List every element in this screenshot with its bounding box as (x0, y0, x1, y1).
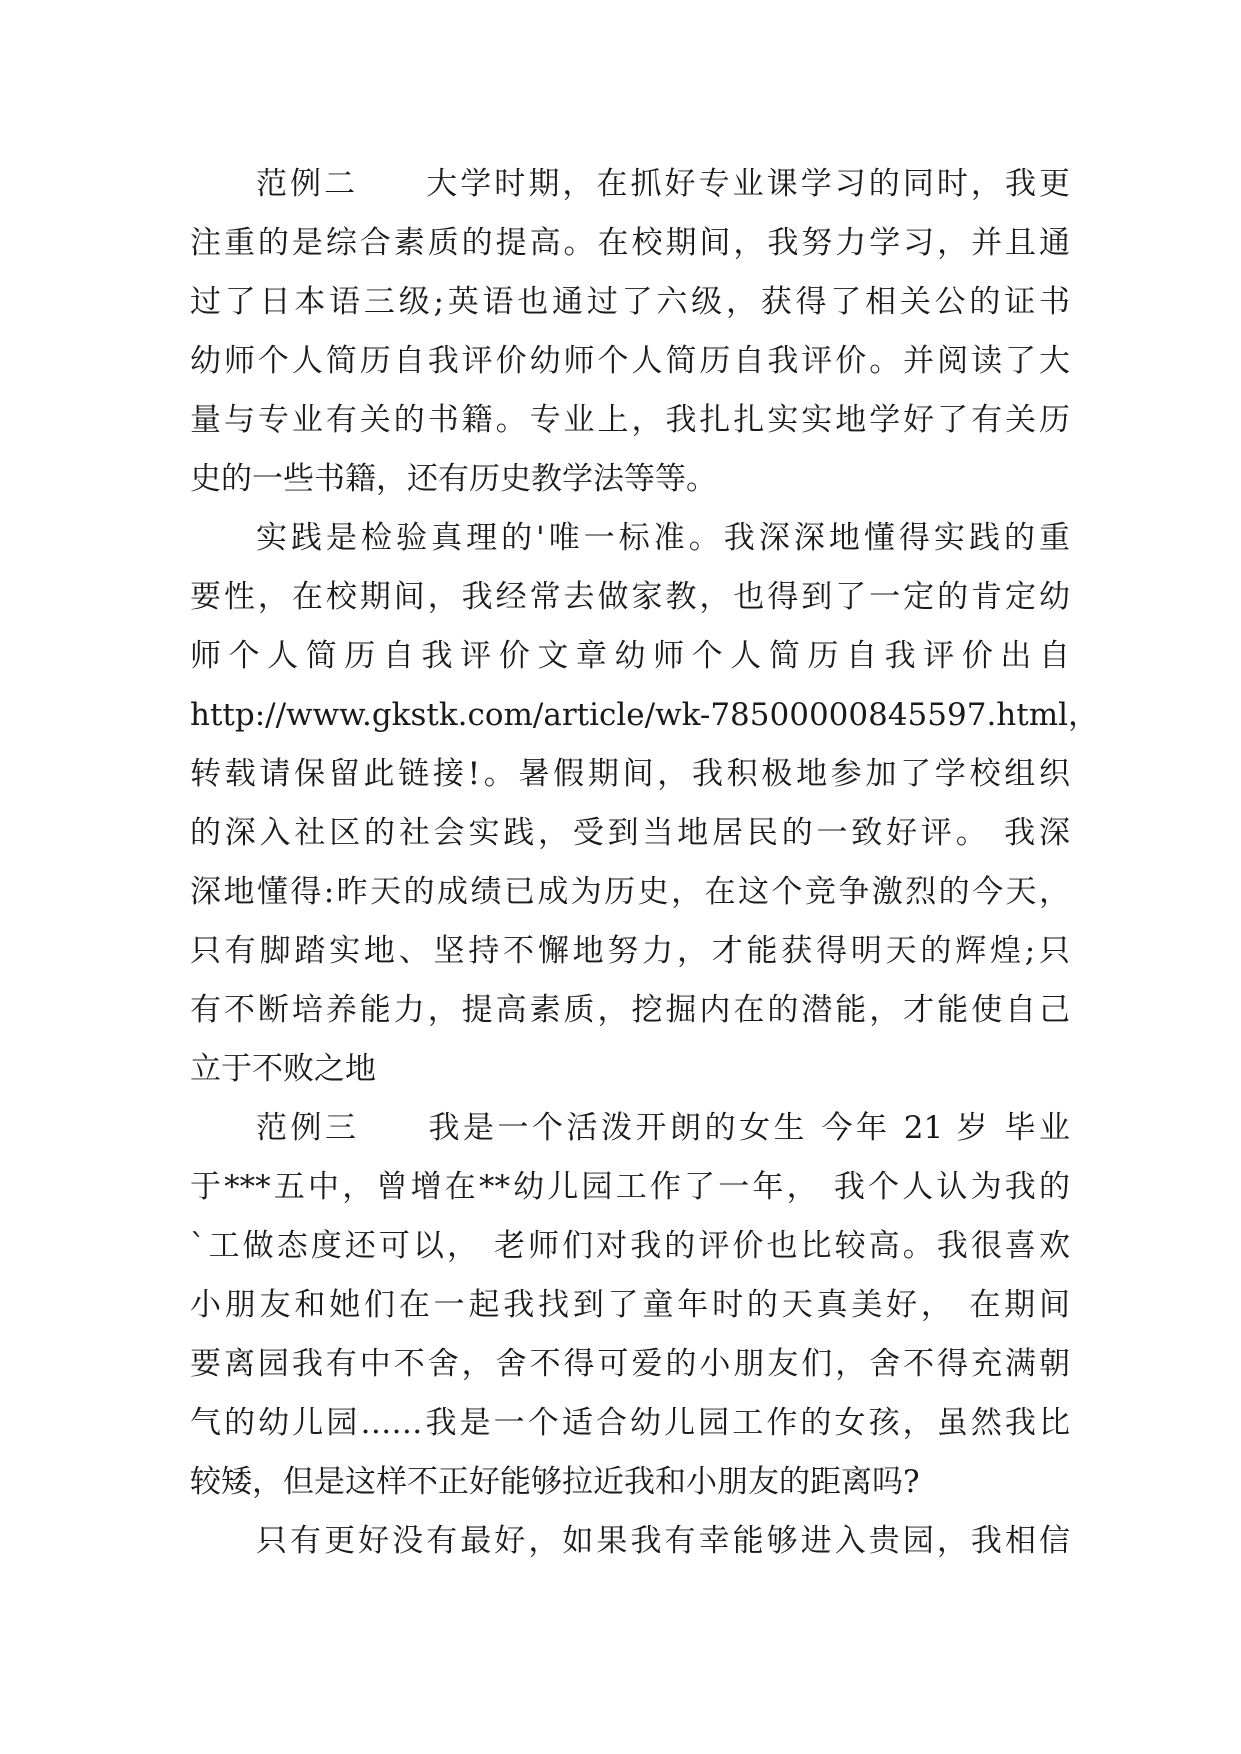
text-line: 有不断培养能力，提高素质，挖掘内在的潜能，才能使自己 (190, 992, 1070, 1028)
text-line: 气的幼儿园……我是一个适合幼儿园工作的女孩，虽然我比 (190, 1405, 1070, 1441)
text-line: 于***五中，曾增在**幼儿园工作了一年， 我个人认为我的 (190, 1169, 1070, 1205)
text-line: 的深入社区的社会实践，受到当地居民的一致好评。 我深 (190, 815, 1070, 851)
url-line: http://www.gkstk.com/article/wk-78500000845597.html， (190, 697, 1100, 733)
text-line: 实践是检验真理的'唯一标准。我深深地懂得实践的重 (256, 520, 1070, 556)
text-line: 只有更好没有最好，如果我有幸能够进入贵园，我相信 (256, 1523, 1070, 1559)
text-line: 范例二 大学时期，在抓好专业课学习的同时，我更 (256, 166, 1070, 202)
text-line: 立于不败之地 (190, 1051, 376, 1087)
text-line: 要离园我有中不舍，舍不得可爱的小朋友们，舍不得充满朝 (190, 1346, 1070, 1382)
text-line: 师个人简历自我评价文章幼师个人简历自我评价出自 (190, 638, 1070, 674)
text-line: `工做态度还可以， 老师们对我的评价也比较高。我很喜欢 (190, 1228, 1070, 1264)
text-line: 小朋友和她们在一起我找到了童年时的天真美好， 在期间 (190, 1287, 1070, 1323)
text-line: 深地懂得:昨天的成绩已成为历史，在这个竞争激烈的今天， (190, 874, 1070, 910)
body-text (190, 155, 1100, 1571)
text-line: 转载请保留此链接!。暑假期间，我积极地参加了学校组织 (190, 756, 1070, 792)
text-line: 过了日本语三级;英语也通过了六级，获得了相关公的证书 (190, 284, 1070, 320)
text-line: 注重的是综合素质的提高。在校期间，我努力学习，并且通 (190, 225, 1070, 261)
text-line: 只有脚踏实地、坚持不懈地努力，才能获得明天的辉煌;只 (190, 933, 1070, 969)
text-line: 史的一些书籍，还有历史教学法等等。 (190, 461, 717, 497)
text-line: 要性，在校期间，我经常去做家教，也得到了一定的肯定幼 (190, 579, 1070, 615)
text-line: 量与专业有关的书籍。专业上，我扎扎实实地学好了有关历 (190, 402, 1070, 438)
text-line: 范例三 我是一个活泼开朗的女生 今年 21 岁 毕业 (256, 1110, 1070, 1146)
text-line: 较矮，但是这样不正好能够拉近我和小朋友的距离吗? (190, 1464, 920, 1500)
text-line: 幼师个人简历自我评价幼师个人简历自我评价。并阅读了大 (190, 343, 1070, 379)
